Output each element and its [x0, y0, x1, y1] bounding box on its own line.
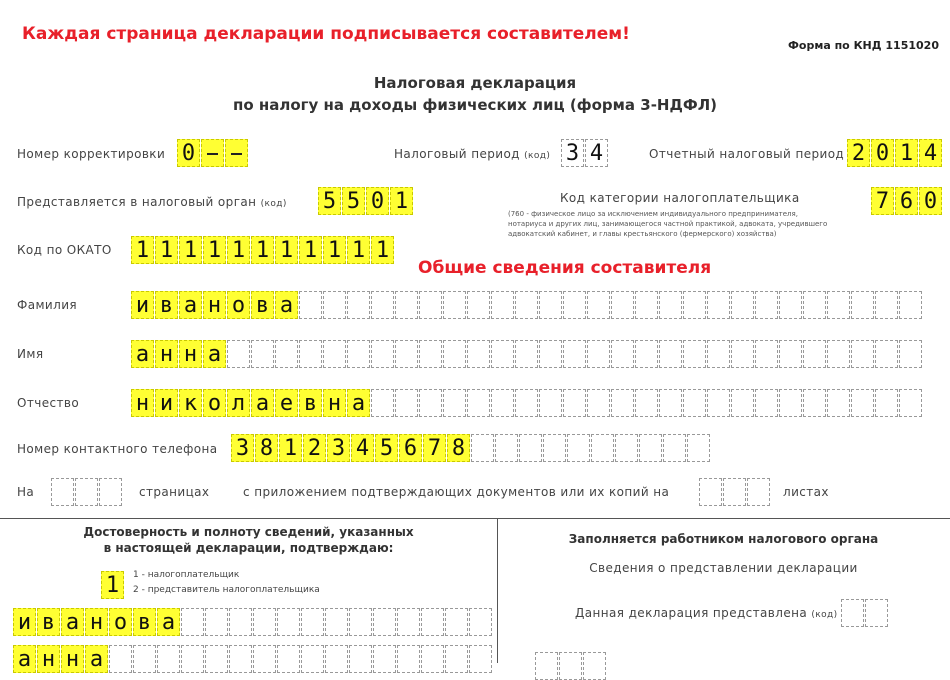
char-cell[interactable]: [687, 434, 710, 462]
tax-authority-label: [17, 195, 287, 209]
char-cell[interactable]: [275, 340, 298, 368]
char-cell[interactable]: в: [155, 291, 178, 319]
char-cell[interactable]: 1: [279, 434, 302, 462]
char-cell[interactable]: а: [157, 608, 180, 636]
char-cell[interactable]: а: [347, 389, 370, 417]
char-cell[interactable]: 1: [347, 236, 370, 264]
char-cell[interactable]: [397, 645, 420, 673]
category-note-line: нотариуса и других лиц, занимающегося частной практикой, адвоката, учредившего: [508, 220, 828, 228]
char-cell[interactable]: [563, 340, 586, 368]
tax-period-label-text: Налоговый период: [394, 147, 520, 161]
char-cell[interactable]: [251, 340, 274, 368]
char-cell[interactable]: [445, 608, 468, 636]
char-cell[interactable]: [181, 608, 204, 636]
char-cell[interactable]: 4: [351, 434, 374, 462]
char-cell[interactable]: [587, 389, 610, 417]
char-cell[interactable]: [865, 599, 888, 627]
char-cell[interactable]: 1: [155, 236, 178, 264]
char-cell[interactable]: [253, 645, 276, 673]
char-cell[interactable]: 5: [318, 187, 341, 215]
char-cell[interactable]: [75, 478, 98, 506]
char-cell[interactable]: а: [61, 608, 84, 636]
char-cell[interactable]: [99, 478, 122, 506]
char-cell[interactable]: к: [179, 389, 202, 417]
form-code: Форма по КНД 1151020: [788, 39, 939, 52]
char-cell[interactable]: [109, 645, 132, 673]
char-cell[interactable]: [395, 389, 418, 417]
okato-label: Код по ОКАТО: [17, 243, 112, 257]
char-cell[interactable]: 1: [390, 187, 413, 215]
char-cell[interactable]: л: [227, 389, 250, 417]
category-note: [508, 209, 827, 239]
phone-label: Номер контактного телефона: [17, 442, 218, 456]
signer-option-1: 1 - налогоплательщик: [133, 570, 240, 580]
char-cell[interactable]: 6: [895, 187, 918, 215]
char-cell[interactable]: [299, 340, 322, 368]
category-field[interactable]: [871, 187, 943, 215]
char-cell[interactable]: [659, 389, 682, 417]
char-cell[interactable]: [611, 389, 634, 417]
char-cell[interactable]: а: [85, 645, 108, 673]
char-cell[interactable]: [851, 389, 874, 417]
char-cell[interactable]: 2: [303, 434, 326, 462]
char-cell[interactable]: [229, 645, 252, 673]
char-cell[interactable]: [583, 652, 606, 680]
char-cell[interactable]: [755, 389, 778, 417]
char-cell[interactable]: 3: [231, 434, 254, 462]
char-cell[interactable]: в: [251, 291, 274, 319]
char-cell[interactable]: [875, 389, 898, 417]
char-cell[interactable]: [663, 434, 686, 462]
char-cell[interactable]: 1: [371, 236, 394, 264]
char-cell[interactable]: и: [131, 291, 154, 319]
surname-label: Фамилия: [17, 298, 78, 312]
char-cell[interactable]: [683, 291, 706, 319]
char-cell[interactable]: а: [131, 340, 154, 368]
char-cell[interactable]: [899, 291, 922, 319]
char-cell[interactable]: и: [13, 608, 36, 636]
char-cell[interactable]: [445, 645, 468, 673]
char-cell[interactable]: н: [37, 645, 60, 673]
char-cell[interactable]: [683, 389, 706, 417]
char-cell[interactable]: [723, 478, 746, 506]
section-divider: [0, 518, 950, 519]
char-cell[interactable]: 1: [131, 236, 154, 264]
char-cell[interactable]: 3: [561, 139, 584, 167]
char-cell[interactable]: [827, 389, 850, 417]
char-cell[interactable]: [731, 340, 754, 368]
char-cell[interactable]: 2: [847, 139, 870, 167]
char-cell[interactable]: [347, 340, 370, 368]
char-cell[interactable]: [683, 340, 706, 368]
char-cell[interactable]: [639, 434, 662, 462]
char-cell[interactable]: [133, 645, 156, 673]
char-cell[interactable]: [205, 645, 228, 673]
char-cell[interactable]: 4: [919, 139, 942, 167]
appendix-sheets-field[interactable]: [699, 478, 771, 506]
char-cell[interactable]: [519, 434, 542, 462]
char-cell[interactable]: [371, 340, 394, 368]
char-cell[interactable]: а: [203, 340, 226, 368]
patronymic-field[interactable]: [131, 389, 923, 417]
char-cell[interactable]: [443, 291, 466, 319]
patronymic-label: Отчество: [17, 396, 80, 410]
form-title: Налоговая декларация: [373, 74, 577, 92]
char-cell[interactable]: 1: [203, 236, 226, 264]
pages-count-field[interactable]: [51, 478, 123, 506]
signer-type-field[interactable]: [101, 571, 125, 599]
char-cell[interactable]: [323, 291, 346, 319]
char-cell[interactable]: [539, 389, 562, 417]
char-cell[interactable]: [395, 340, 418, 368]
char-cell[interactable]: [277, 645, 300, 673]
char-cell[interactable]: н: [323, 389, 346, 417]
section-title: Общие сведения составителя: [418, 258, 712, 278]
char-cell[interactable]: [421, 608, 444, 636]
char-cell[interactable]: 7: [423, 434, 446, 462]
char-cell[interactable]: [899, 389, 922, 417]
char-cell[interactable]: [587, 340, 610, 368]
char-cell[interactable]: 1: [179, 236, 202, 264]
char-cell[interactable]: а: [251, 389, 274, 417]
char-cell[interactable]: [841, 599, 864, 627]
char-cell[interactable]: [875, 291, 898, 319]
char-cell[interactable]: [471, 434, 494, 462]
signer-option-2: 2 - представитель налогоплательщика: [133, 585, 320, 595]
char-cell[interactable]: а: [179, 291, 202, 319]
char-cell[interactable]: [225, 139, 248, 167]
signature-warning: Каждая страница декларации подписывается составителем!: [22, 24, 630, 44]
char-cell[interactable]: н: [61, 645, 84, 673]
char-cell[interactable]: [875, 340, 898, 368]
char-cell[interactable]: [325, 608, 348, 636]
char-cell[interactable]: [323, 340, 346, 368]
presented-label: [575, 606, 838, 620]
char-cell[interactable]: [779, 389, 802, 417]
char-cell[interactable]: [229, 608, 252, 636]
char-cell[interactable]: [635, 389, 658, 417]
presented-code-field[interactable]: [841, 599, 889, 627]
char-cell[interactable]: [419, 389, 442, 417]
tax-authority-code-note: (код): [260, 199, 287, 209]
char-cell[interactable]: [51, 478, 74, 506]
char-cell[interactable]: [205, 608, 228, 636]
char-cell[interactable]: н: [85, 608, 108, 636]
char-cell[interactable]: [467, 291, 490, 319]
char-cell[interactable]: [467, 389, 490, 417]
char-cell[interactable]: [419, 291, 442, 319]
char-cell[interactable]: 0: [919, 187, 942, 215]
confirm-title-1: Достоверность и полноту сведений, указанных: [83, 525, 414, 539]
char-cell[interactable]: [587, 291, 610, 319]
char-cell[interactable]: 0: [177, 139, 200, 167]
char-cell[interactable]: 6: [399, 434, 422, 462]
char-cell[interactable]: в: [37, 608, 60, 636]
char-cell[interactable]: [371, 291, 394, 319]
char-cell[interactable]: [397, 608, 420, 636]
tax-period-code-note: (код): [524, 151, 551, 161]
category-note-line: (760 - физическое лицо за исключением индивидуального предпринимателя,: [508, 210, 798, 218]
char-cell[interactable]: [443, 340, 466, 368]
char-cell[interactable]: [563, 389, 586, 417]
char-cell[interactable]: [591, 434, 614, 462]
char-cell[interactable]: [563, 291, 586, 319]
char-cell[interactable]: [707, 389, 730, 417]
tax-period-field[interactable]: [561, 139, 609, 167]
char-cell[interactable]: [851, 291, 874, 319]
char-cell[interactable]: [373, 645, 396, 673]
char-cell[interactable]: 1: [227, 236, 250, 264]
char-cell[interactable]: 4: [585, 139, 608, 167]
char-cell[interactable]: [659, 291, 682, 319]
presented-code-note: (код): [811, 610, 838, 620]
char-cell[interactable]: [539, 291, 562, 319]
char-cell[interactable]: в: [299, 389, 322, 417]
category-label: Код категории налогоплательщика: [560, 191, 800, 205]
char-cell[interactable]: о: [203, 389, 226, 417]
char-cell[interactable]: [349, 608, 372, 636]
char-cell[interactable]: [567, 434, 590, 462]
char-cell[interactable]: [395, 291, 418, 319]
char-cell[interactable]: н: [131, 389, 154, 417]
char-cell[interactable]: [299, 291, 322, 319]
char-cell[interactable]: 0: [871, 139, 894, 167]
name-field[interactable]: [131, 340, 923, 368]
confirm-title-2: в настоящей декларации, подтверждаю:: [103, 541, 394, 555]
phone-field[interactable]: [231, 434, 711, 462]
char-cell[interactable]: [747, 478, 770, 506]
char-cell[interactable]: [779, 340, 802, 368]
char-cell[interactable]: [491, 291, 514, 319]
form-subtitle: по налогу на доходы физических лиц (форма 3-НДФЛ): [232, 96, 718, 114]
char-cell[interactable]: 1: [101, 571, 124, 599]
char-cell[interactable]: [371, 389, 394, 417]
correction-label: Номер корректировки: [17, 147, 166, 161]
char-cell[interactable]: [301, 608, 324, 636]
char-cell[interactable]: 5: [342, 187, 365, 215]
char-cell[interactable]: 8: [255, 434, 278, 462]
char-cell[interactable]: [301, 645, 324, 673]
char-cell[interactable]: [539, 340, 562, 368]
char-cell[interactable]: [707, 340, 730, 368]
char-cell[interactable]: [491, 340, 514, 368]
pages-word: страницах: [139, 485, 210, 499]
char-cell[interactable]: [559, 652, 582, 680]
char-cell[interactable]: [349, 645, 372, 673]
char-cell[interactable]: 5: [375, 434, 398, 462]
char-cell[interactable]: [515, 291, 538, 319]
char-cell[interactable]: [443, 389, 466, 417]
char-cell[interactable]: [491, 389, 514, 417]
char-cell[interactable]: о: [109, 608, 132, 636]
sheets-word: листах: [783, 485, 829, 499]
char-cell[interactable]: [347, 291, 370, 319]
char-cell[interactable]: 3: [327, 434, 350, 462]
char-cell[interactable]: [325, 645, 348, 673]
office-title: Заполняется работником налогового органа: [568, 532, 879, 546]
pages-prefix: На: [17, 485, 35, 499]
char-cell[interactable]: [635, 340, 658, 368]
char-cell[interactable]: 1: [323, 236, 346, 264]
char-cell[interactable]: [421, 645, 444, 673]
char-cell[interactable]: [469, 645, 492, 673]
tax-authority-field[interactable]: [318, 187, 414, 215]
char-cell[interactable]: 1: [299, 236, 322, 264]
presented-label-text: Данная декларация представлена: [575, 606, 808, 620]
char-cell[interactable]: а: [13, 645, 36, 673]
char-cell[interactable]: [803, 340, 826, 368]
char-cell[interactable]: 7: [871, 187, 894, 215]
char-cell[interactable]: 1: [251, 236, 274, 264]
char-cell[interactable]: [827, 291, 850, 319]
char-cell[interactable]: н: [203, 291, 226, 319]
char-cell[interactable]: [731, 291, 754, 319]
char-cell[interactable]: [535, 652, 558, 680]
char-cell[interactable]: [227, 340, 250, 368]
char-cell[interactable]: [373, 608, 396, 636]
char-cell[interactable]: [495, 434, 518, 462]
char-cell[interactable]: [419, 340, 442, 368]
char-cell[interactable]: 1: [895, 139, 918, 167]
char-cell[interactable]: [611, 291, 634, 319]
okato-field[interactable]: [131, 236, 395, 264]
char-cell[interactable]: [515, 389, 538, 417]
signer-surname-field[interactable]: [13, 608, 493, 636]
char-cell[interactable]: [201, 139, 224, 167]
char-cell[interactable]: [635, 291, 658, 319]
char-cell[interactable]: [779, 291, 802, 319]
char-cell[interactable]: [253, 608, 276, 636]
char-cell[interactable]: [827, 340, 850, 368]
tax-period-label: [394, 147, 550, 161]
char-cell[interactable]: [707, 291, 730, 319]
name-label: Имя: [17, 347, 44, 361]
report-year-label: Отчетный налоговый период: [649, 147, 845, 161]
char-cell[interactable]: [615, 434, 638, 462]
char-cell[interactable]: о: [227, 291, 250, 319]
char-cell[interactable]: н: [155, 340, 178, 368]
char-cell[interactable]: [851, 340, 874, 368]
tax-authority-label-text: Представляется в налоговый орган: [17, 195, 257, 209]
char-cell[interactable]: 0: [366, 187, 389, 215]
correction-field[interactable]: [177, 139, 249, 167]
char-cell[interactable]: 1: [275, 236, 298, 264]
char-cell[interactable]: [699, 478, 722, 506]
char-cell[interactable]: [731, 389, 754, 417]
char-cell[interactable]: [543, 434, 566, 462]
category-note-line: адвокатский кабинет, и главы крестьянского (фермерского) хозяйства): [508, 230, 777, 238]
char-cell[interactable]: в: [133, 608, 156, 636]
char-cell[interactable]: [899, 340, 922, 368]
signer-name-field[interactable]: [13, 645, 493, 673]
char-cell[interactable]: [755, 291, 778, 319]
char-cell[interactable]: н: [179, 340, 202, 368]
char-cell[interactable]: [467, 340, 490, 368]
char-cell[interactable]: [611, 340, 634, 368]
char-cell[interactable]: и: [155, 389, 178, 417]
char-cell[interactable]: [803, 291, 826, 319]
char-cell[interactable]: 8: [447, 434, 470, 462]
char-cell[interactable]: [803, 389, 826, 417]
char-cell[interactable]: [181, 645, 204, 673]
char-cell[interactable]: [755, 340, 778, 368]
char-cell[interactable]: [659, 340, 682, 368]
office-extra-field[interactable]: [535, 652, 607, 680]
surname-field[interactable]: [131, 291, 923, 319]
char-cell[interactable]: [277, 608, 300, 636]
appendix-text: с приложением подтверждающих документов или их копий на: [243, 485, 670, 499]
office-subtitle: Сведения о представлении декларации: [589, 561, 858, 575]
char-cell[interactable]: [157, 645, 180, 673]
char-cell[interactable]: [469, 608, 492, 636]
report-year-field[interactable]: [847, 139, 943, 167]
char-cell[interactable]: а: [275, 291, 298, 319]
char-cell[interactable]: е: [275, 389, 298, 417]
char-cell[interactable]: [515, 340, 538, 368]
